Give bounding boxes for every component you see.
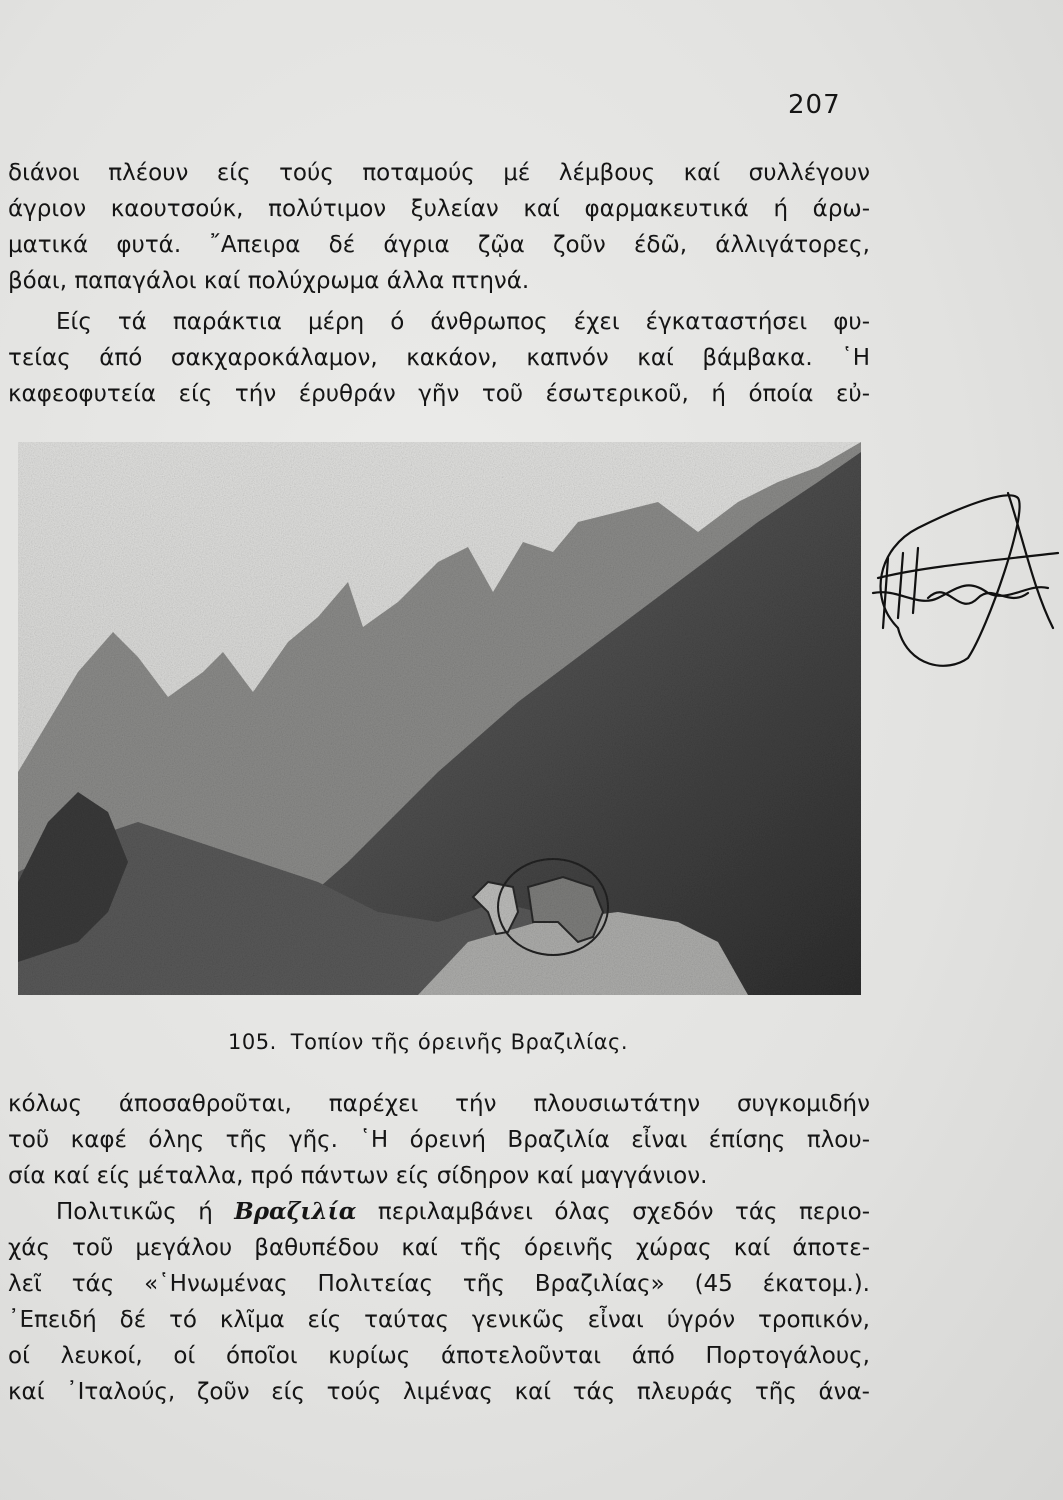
- text-run: περιλαμβάνει όλας σχεδόν τάς περιο-: [356, 1199, 870, 1225]
- text-line: άγριον καουτσούκ, πολύτιμον ξυλείαν καί φαρμακευτικά ή άρω-: [8, 196, 870, 222]
- text-line: ματικά φυτά. ῎Απειρα δέ άγρια ζῷα ζοῦν έδῶ, άλλιγάτορες,: [8, 232, 870, 258]
- text-line: καφεοφυτεία είς τήν έρυθράν γῆν τοῦ έσωτερικοῦ, ή όποία εὐ-: [8, 381, 870, 407]
- text-line: [8, 1194, 870, 1230]
- continuation-paragraph: [8, 1086, 870, 1194]
- text-line: τοῦ καφέ όλης τῆς γῆς. ῾Η όρεινή Βραζιλία εἶναι έπίσης πλου-: [8, 1127, 870, 1153]
- text-line: διάνοι πλέουν είς τούς ποταμούς μέ λέμβους καί συλλέγουν: [8, 160, 870, 186]
- text-line: σία καί είς μέταλλα, πρό πάντων είς σίδηρον καί μαγγάνιον.: [8, 1163, 708, 1189]
- handwritten-signature: [858, 478, 1063, 678]
- figure-number: 105.: [228, 1030, 277, 1054]
- emphasized-word: Βραζιλία: [234, 1198, 357, 1225]
- figure-caption: [228, 1030, 628, 1054]
- text-line: καί ᾿Ιταλούς, ζοῦν είς τούς λιμένας καί τάς πλευράς τῆς άνα-: [8, 1379, 870, 1405]
- top-paragraph: [8, 155, 870, 299]
- text-line: βόαι, παπαγάλοι καί πολύχρωμα άλλα πτηνά.: [8, 268, 530, 294]
- text-line: χάς τοῦ μεγάλου βαθυπέδου καί τῆς όρεινῆς χώρας καί άποτε-: [8, 1235, 870, 1261]
- final-paragraph: [8, 1194, 870, 1410]
- text-run: Πολιτικῶς ή: [56, 1199, 235, 1225]
- text-line: οί λευκοί, οί όποῖοι κυρίως άποτελοῦνται άπό Πορτογάλους,: [8, 1343, 870, 1369]
- page-number: 207: [788, 90, 841, 120]
- text-line: κόλως άποσαθροῦται, παρέχει τήν πλουσιωτάτην συγκομιδήν: [8, 1091, 870, 1117]
- second-paragraph: [8, 304, 870, 412]
- landscape-photograph: [18, 442, 861, 995]
- text-line: τείας άπό σακχαροκάλαμον, κακάον, καπνόν καί βάμβακα. ῾Η: [8, 345, 870, 371]
- caption-text: Τοπίον τῆς όρεινῆς Βραζιλίας.: [290, 1030, 629, 1054]
- text-line: ᾿Επειδή δέ τό κλῖμα είς ταύτας γενικῶς εἶναι ύγρόν τροπικόν,: [8, 1307, 870, 1333]
- text-line: Είς τά παράκτια μέρη ό άνθρωπος έχει έγκαταστήσει φυ-: [56, 309, 870, 335]
- text-line: λεῖ τάς «῾Ηνωμένας Πολιτείας τῆς Βραζιλίας» (45 έκατομ.).: [8, 1271, 870, 1297]
